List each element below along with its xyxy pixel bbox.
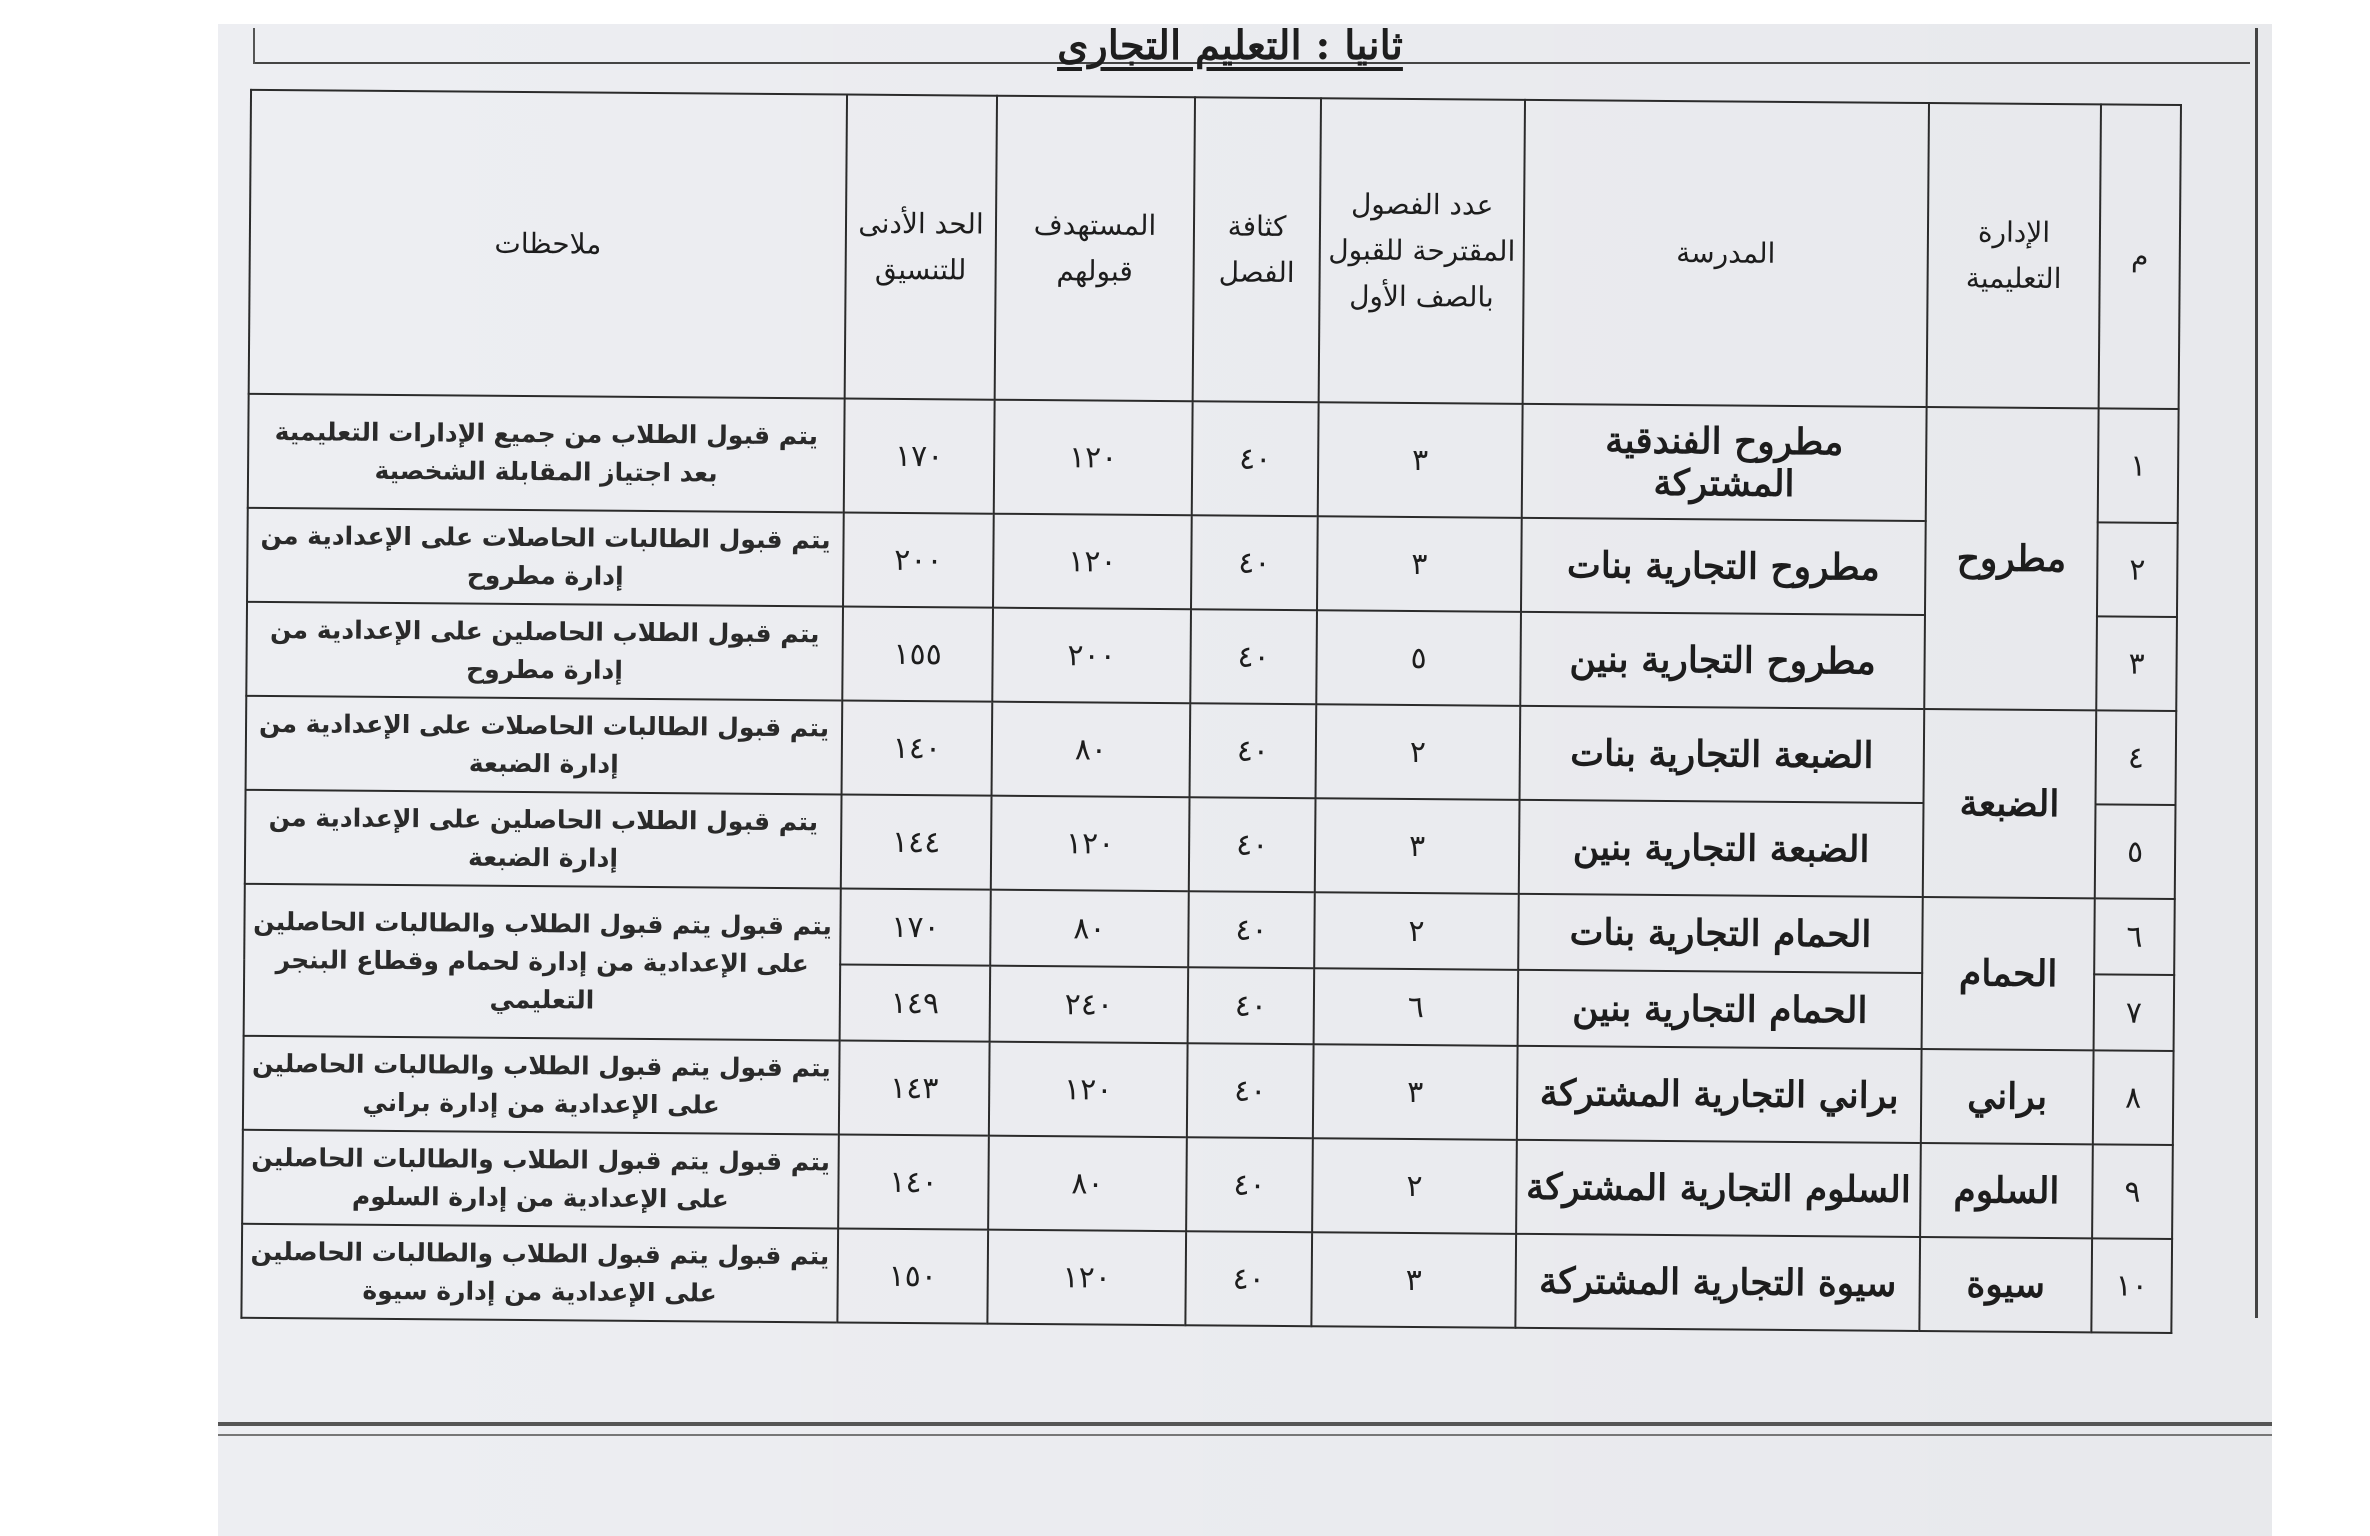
class-density: ٤٠ bbox=[1188, 967, 1315, 1044]
header-classes: عدد الفصول المقترحة للقبول بالصف الأول bbox=[1319, 98, 1525, 404]
min-grade: ١٤٠ bbox=[842, 701, 993, 796]
table-row bbox=[243, 1036, 2174, 1145]
table-row bbox=[247, 508, 2178, 617]
row-number: ٣ bbox=[2096, 616, 2177, 711]
directorate-cell: السلوم bbox=[1920, 1143, 2093, 1238]
min-grade: ١٤٩ bbox=[840, 965, 991, 1042]
table-row bbox=[248, 394, 2179, 523]
classes-count: ٢ bbox=[1316, 704, 1521, 800]
class-density: ٤٠ bbox=[1191, 515, 1318, 610]
left-rule bbox=[253, 28, 255, 64]
table-row bbox=[246, 696, 2177, 805]
header-school: المدرسة bbox=[1523, 100, 1929, 407]
classes-count: ٣ bbox=[1311, 1232, 1516, 1328]
bottom-rule bbox=[218, 1422, 2272, 1426]
row-number: ٩ bbox=[2092, 1144, 2173, 1239]
min-grade: ١٧٠ bbox=[844, 399, 995, 514]
notes-cell: يتم قبول الطلاب الحاصلين على الإعدادية من إدارة مطروح bbox=[246, 602, 843, 701]
row-number: ١٠ bbox=[2091, 1238, 2172, 1333]
header-directorate: الإدارة التعليمية bbox=[1927, 103, 2101, 408]
target-admission: ٨٠ bbox=[990, 890, 1189, 968]
notes-cell: يتم قبول يتم قبول الطلاب والطالبات الحاصلين على الإعدادية من إدارة براني bbox=[243, 1036, 840, 1135]
notes-cell: يتم قبول يتم قبول الطلاب والطالبات الحاصلين على الإعدادية من إدارة السلوم bbox=[242, 1130, 839, 1229]
header-target: المستهدف قبولهم bbox=[995, 96, 1195, 402]
row-number: ١ bbox=[2098, 408, 2179, 523]
school-name: الحمام التجارية بنات bbox=[1518, 894, 1923, 973]
school-name: براني التجارية المشتركة bbox=[1517, 1046, 1922, 1143]
classes-count: ٦ bbox=[1314, 968, 1519, 1046]
notes-cell: يتم قبول الطالبات الحاصلات على الإعدادية من إدارة مطروح bbox=[247, 508, 844, 607]
table-row bbox=[241, 1224, 2172, 1333]
directorate-cell: براني bbox=[1921, 1049, 2094, 1144]
school-name: مطروح التجارية بنات bbox=[1521, 518, 1926, 615]
target-admission: ١٢٠ bbox=[987, 1230, 1186, 1326]
notes-cell: يتم قبول يتم قبول الطلاب والطالبات الحاصلين على الإعدادية من إدارة سيوة bbox=[241, 1224, 838, 1323]
classes-count: ٢ bbox=[1314, 892, 1519, 970]
class-density: ٤٠ bbox=[1186, 1137, 1313, 1232]
target-admission: ٢٤٠ bbox=[990, 966, 1189, 1044]
row-number: ٤ bbox=[2095, 710, 2176, 805]
bottom-rule-thin bbox=[218, 1434, 2272, 1436]
min-grade: ١٥٥ bbox=[842, 607, 993, 702]
school-name: الضبعة التجارية بنين bbox=[1519, 800, 1924, 897]
classes-count: ٣ bbox=[1313, 1044, 1518, 1140]
header-notes: ملاحظات bbox=[249, 90, 847, 399]
min-grade: ١٤٤ bbox=[841, 795, 992, 890]
min-grade: ١٧٠ bbox=[840, 889, 991, 966]
school-name: سيوة التجارية المشتركة bbox=[1515, 1234, 1920, 1331]
notes-cell: يتم قبول الطلاب من جميع الإدارات التعليمية بعد اجتياز المقابلة الشخصية bbox=[248, 394, 845, 513]
table-row bbox=[242, 1130, 2173, 1239]
row-number: ٥ bbox=[2095, 804, 2176, 899]
classes-count: ٥ bbox=[1316, 610, 1521, 706]
min-grade: ١٥٠ bbox=[837, 1228, 988, 1323]
target-admission: ١٢٠ bbox=[993, 514, 1192, 610]
row-number: ٦ bbox=[2094, 898, 2175, 975]
section-title: ثانيا : التعليم التجارى bbox=[1057, 22, 1403, 69]
header-m: م bbox=[2099, 104, 2181, 409]
row-number: ٧ bbox=[2094, 974, 2175, 1051]
admissions-table bbox=[240, 89, 2182, 1334]
notes-cell: يتم قبول الطالبات الحاصلات على الإعدادية من إدارة الضبعة bbox=[246, 696, 843, 795]
target-admission: ١٢٠ bbox=[989, 1042, 1188, 1138]
class-density: ٤٠ bbox=[1190, 703, 1317, 798]
school-name: مطروح التجارية بنين bbox=[1520, 612, 1925, 709]
class-density: ٤٠ bbox=[1188, 891, 1315, 968]
min-grade: ٢٠٠ bbox=[843, 513, 994, 608]
row-number: ٨ bbox=[2093, 1050, 2174, 1145]
school-name: الحمام التجارية بنين bbox=[1518, 970, 1923, 1049]
classes-count: ٣ bbox=[1317, 516, 1522, 612]
target-admission: ١٢٠ bbox=[991, 796, 1190, 892]
right-rule bbox=[2255, 28, 2258, 1318]
school-name: الضبعة التجارية بنات bbox=[1520, 706, 1925, 803]
table-row bbox=[244, 884, 2175, 975]
school-name: السلوم التجارية المشتركة bbox=[1516, 1140, 1921, 1237]
header-row bbox=[249, 90, 2181, 409]
target-admission: ٢٠٠ bbox=[992, 608, 1191, 704]
notes-cell: يتم قبول يتم قبول الطلاب والطالبات الحاصلين على الإعدادية من إدارة لحمام وقطاع البنجر التعليمي bbox=[244, 884, 841, 1041]
admissions-table-wrapper bbox=[240, 89, 2180, 1334]
directorate-cell: الضبعة bbox=[1923, 709, 2096, 898]
notes-cell: يتم قبول الطلاب الحاصلين على الإعدادية من إدارة الضبعة bbox=[245, 790, 842, 889]
classes-count: ٣ bbox=[1315, 798, 1520, 894]
target-admission: ٨٠ bbox=[988, 1136, 1187, 1232]
table-row bbox=[245, 790, 2176, 899]
class-density: ٤٠ bbox=[1187, 1043, 1314, 1138]
directorate-cell: مطروح bbox=[1924, 407, 2098, 710]
min-grade: ١٤٣ bbox=[839, 1041, 990, 1136]
table-row bbox=[246, 602, 2177, 711]
classes-count: ٣ bbox=[1318, 402, 1523, 518]
header-density: كثافة الفصل bbox=[1193, 97, 1321, 402]
min-grade: ١٤٠ bbox=[838, 1134, 989, 1229]
class-density: ٤٠ bbox=[1192, 401, 1319, 516]
class-density: ٤٠ bbox=[1189, 797, 1316, 892]
header-min-grade: الحد الأدنى للتنسيق bbox=[845, 95, 997, 400]
directorate-cell: سيوة bbox=[1919, 1237, 2092, 1332]
row-number: ٢ bbox=[2097, 522, 2178, 617]
target-admission: ٨٠ bbox=[992, 702, 1191, 798]
class-density: ٤٠ bbox=[1190, 609, 1317, 704]
class-density: ٤٠ bbox=[1185, 1231, 1312, 1326]
target-admission: ١٢٠ bbox=[994, 400, 1193, 516]
classes-count: ٢ bbox=[1312, 1138, 1517, 1234]
school-name: مطروح الفندقية المشتركة bbox=[1522, 404, 1927, 521]
directorate-cell: الحمام bbox=[1922, 897, 2095, 1050]
